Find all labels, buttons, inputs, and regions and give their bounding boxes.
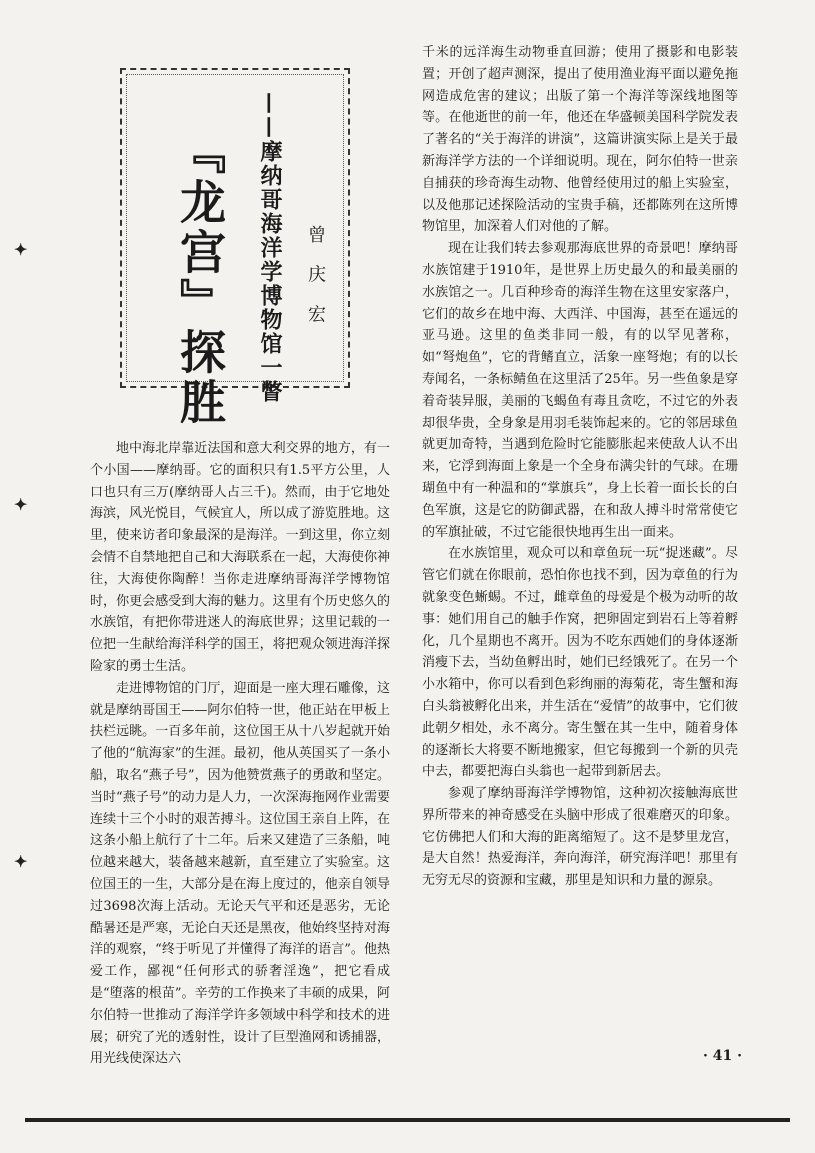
right-column bbox=[422, 42, 738, 892]
paragraph: 在水族馆里，观众可以和章鱼玩一玩“捉迷藏”。尽管它们就在你眼前，恐怕你也找不到，因为章鱼的行为就象变色蜥蜴。不过，雌章鱼的母爱是个极为动听的故事：她们用自己的触手作窝，把卵固定到岩石上等着孵化，几个星期也不离开。因为不吃东西她们的身体逐渐消瘦下去，当幼鱼孵出时，她们已经饿死了。在另一个小水箱中，你可以看到色彩绚丽的海菊花，寄生蟹和海白头翁被孵化出来，并生活在“爱情”的故事中，它们彼此朝夕相处，永不离分。寄生蟹在其一生中，随着身体的逐渐长大将要不断地搬家，但它每搬到一个新的贝壳中去，都要把海白头翁也一起带到新居去。 bbox=[422, 546, 738, 780]
scan-mark-icon: ✦ bbox=[14, 495, 28, 514]
paragraph: 千米的远洋海生动物垂直回游；使用了摄影和电影装置；开创了超声测深，提出了使用渔业海平面以避免拖网造成危害的建议；出版了第一个海洋等深线地图等等。在他逝世的前一年，他还在华盛顿美国科学院发表了著名的“关于海洋的讲演”，这篇讲演实际上是关于最新海洋学方法的一个详细说明。现在，阿尔伯特一世亲自捕获的珍奇海生动物、他曾经使用过的船上实验室，以及他那记述探险活动的宝贵手稿，还都陈列在这所博物馆里，加深着人们对他的了解。 bbox=[422, 45, 738, 235]
scan-mark-icon: ✦ bbox=[14, 852, 28, 871]
page-number: · 41 · bbox=[703, 1048, 742, 1064]
article-subtitle: ——摩纳哥海洋学博物馆一瞥 bbox=[257, 92, 283, 404]
article-title: 『龙宫』探胜 bbox=[173, 128, 227, 428]
paragraph: 走进博物馆的门厅，迎面是一座大理石雕像，这就是摩纳哥国王——阿尔伯特一世，他正站在甲板上扶栏远眺。一百多年前，这位国王从十八岁起就开始了他的“航海家”的生涯。最初，他从英国买了一条小船，取名“燕子号”，因为他赞赏燕子的勇敢和坚定。当时“燕子号”的动力是人力，一次深海拖网作业需要连续十三个小时的艰苦搏斗。这位国王亲自上阵，在这条小船上航行了十二年。后来又建造了三条船，吨位越来越大，装备越来越新，直至建立了实验室。这位国王的一生，大部分是在海上度过的，他亲自领导过3698次海上活动。无论天气平和还是恶劣，无论酷暑还是严寒，无论白天还是黑夜，他始终坚持对海洋的观察，“终于听见了并懂得了海洋的语言”。他热爱工作，鄙视“任何形式的骄奢淫逸”，把它看成是“堕落的根苗”。辛劳的工作换来了丰硕的成果，阿尔伯特一世推动了海洋学许多领域中科学和技术的进展；研究了光的透射性，设计了巨型渔网和诱捕器，用光线使深达六 bbox=[90, 680, 390, 1067]
paragraph: 参观了摩纳哥海洋学博物馆，这种初次接触海底世界所带来的神奇感受在头脑中形成了很难磨灭的印象。它仿佛把人们和大海的距离缩短了。这不是梦里龙宫，是大自然！热爱海洋，奔向海洋，研究海洋吧！那里有无穷无尽的资源和宝藏，那里是知识和力量的源泉。 bbox=[422, 786, 738, 889]
paragraph: 现在让我们转去参观那海底世界的奇景吧！摩纳哥水族馆建于1910年，是世界上历史最久的和最美丽的水族馆之一。几百种珍奇的海洋生物在这里安家落户，它们的故乡在地中海、大西洋、中国海，甚至在遥远的亚马逊。这里的鱼类非同一般，有的以罕见著称，如“弩炮鱼”，它的背鳍直立，活象一座弩炮；有的以长寿闻名，一条标鲭鱼在这里活了25年。另一些鱼象是穿着奇装异服，美丽的飞蝎鱼有毒且贪吃，不过它的外表却很华贵，全身象是用羽毛装饰起来的。它的邻居球鱼就更加奇特，当遇到危险时它能膨胀起来使敌人认不出来，它浮到海面上象是一个全身布满尖针的气球。在珊瑚鱼中有一种温和的“掌旗兵”，身上长着一面长长的白色军旗，这是它的防御武器，在和敌人搏斗时常常使它的军旗扯破，不过它能很快地再生出一面来。 bbox=[422, 241, 738, 540]
article-author: 曾 庆 宏 bbox=[305, 225, 326, 331]
scan-mark-icon: ✦ bbox=[14, 240, 28, 259]
bottom-rule bbox=[25, 1118, 790, 1122]
paragraph: 地中海北岸靠近法国和意大利交界的地方，有一个小国——摩纳哥。它的面积只有1.5平方公里，人口也只有三万(摩纳哥人占三千)。然而，由于它地处海滨，风光悦目，气候宜人，所以成了游览胜地。这里，使来访者印象最深的是海洋。一到这里，你立刻会情不自禁地把自己和大海联系在一起，大海使你神往，大海使你陶醉！当你走进摩纳哥海洋学博物馆时，你更会感受到大海的魅力。这里有个历史悠久的水族馆，有把你带进迷人的海底世界；这里记载的一位把一生献给海洋科学的国王，将把观众领进海洋探险家的勇士生活。 bbox=[90, 441, 390, 674]
left-column bbox=[90, 438, 390, 1070]
